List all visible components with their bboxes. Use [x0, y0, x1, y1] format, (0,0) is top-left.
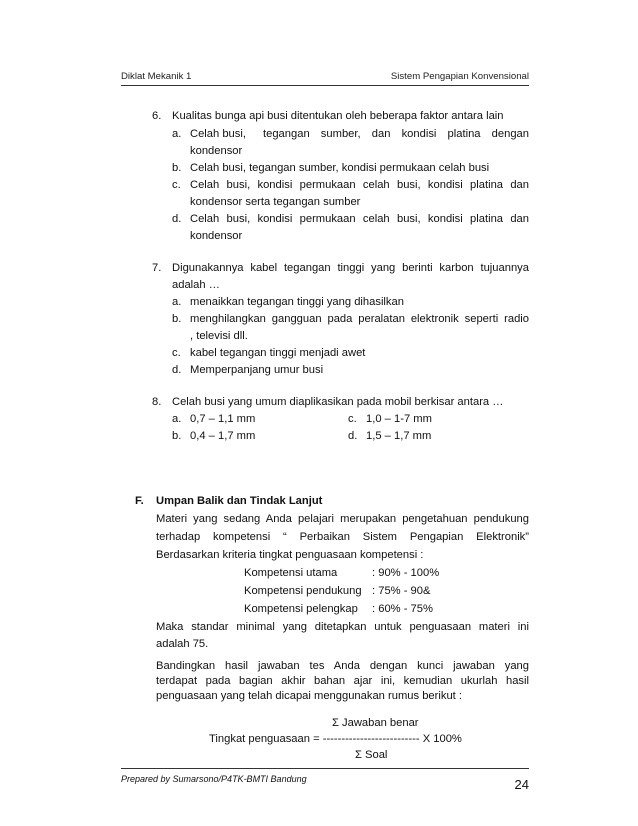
criteria-label-utama: Kompetensi utama: [244, 567, 338, 579]
f-p1-line2: terhadap kompetensi “ Perbaikan Sistem Pengapian Elektronik”: [156, 531, 529, 543]
f-p1-line3: Berdasarkan kriteria tingkat penguasaan kompetensi :: [156, 549, 424, 561]
f-p1-line1: Materi yang sedang Anda pelajari merupakan pengetahuan pendukung: [156, 513, 529, 525]
criteria-value-pelengkap: : 60% - 75%: [372, 603, 433, 615]
q8-c-letter: c.: [348, 413, 357, 425]
header-right: Sistem Pengapian Konvensional: [390, 71, 529, 82]
q6-d-cont: kondensor: [190, 230, 243, 242]
f-p3-line2: terdapat pada bagian akhir bahan ajar ini, kemudian ukurlah hasil: [156, 675, 529, 687]
formula-denominator: Σ Soal: [355, 749, 388, 761]
q8-a-letter: a.: [172, 413, 182, 425]
q7-b-letter: b.: [172, 313, 182, 325]
f-p2-line2: adalah 75.: [156, 638, 209, 650]
f-p3-line3: penguasaan yang telah dicapai menggunakan rumus berikut :: [156, 690, 463, 702]
f-p3-line1: Bandingkan hasil jawaban tes Anda dengan kunci jawaban yang: [156, 660, 529, 672]
q6-a-letter: a.: [172, 128, 182, 140]
q8-d-text: 1,5 – 1,7 mm: [366, 430, 432, 442]
q7-text-cont: adalah …: [172, 279, 220, 291]
q8-a-text: 0,7 – 1,1 mm: [190, 413, 256, 425]
q6-a-cont: kondensor: [190, 145, 243, 157]
section-f-title: Umpan Balik dan Tindak Lanjut: [156, 495, 323, 507]
q8-number: 8.: [152, 396, 162, 408]
q7-a-letter: a.: [172, 296, 182, 308]
q7-d-letter: d.: [172, 364, 182, 376]
header-left: Diklat Mekanik 1: [121, 71, 192, 82]
formula-numerator: Σ Jawaban benar: [332, 717, 419, 729]
page-number: 24: [514, 777, 529, 792]
q8-b-letter: b.: [172, 430, 182, 442]
q6-number: 6.: [152, 110, 162, 122]
q7-c-letter: c.: [172, 347, 181, 359]
q6-a-text1: Celah busi,: [190, 128, 246, 140]
q7-text: Digunakannya kabel tegangan tinggi yang berinti karbon tujuannya: [172, 262, 529, 274]
q6-c-letter: c.: [172, 179, 181, 191]
q6-d-letter: d.: [172, 213, 182, 225]
q8-text: Celah busi yang umum diaplikasikan pada mobil berkisar antara …: [172, 396, 504, 408]
q6-a-text2: tegangan sumber, dan kondisi platina dengan: [263, 128, 529, 140]
criteria-value-pendukung: : 75% - 90&: [372, 585, 431, 597]
criteria-label-pelengkap: Kompetensi pelengkap: [244, 603, 358, 615]
header-rule: [121, 85, 529, 86]
q7-d-text: Memperpanjang umur busi: [190, 364, 324, 376]
section-f-label: F.: [135, 495, 144, 507]
q6-c-text: Celah busi, kondisi permukaan celah busi, kondisi platina dan: [190, 179, 529, 191]
q7-b-text: menghilangkan gangguan pada peralatan elektronik seperti radio: [190, 313, 529, 325]
q6-d-text: Celah busi, kondisi permukaan celah busi, kondisi platina dan: [190, 213, 529, 225]
q8-d-letter: d.: [348, 430, 358, 442]
criteria-label-pendukung: Kompetensi pendukung: [244, 585, 362, 597]
q7-number: 7.: [152, 262, 162, 274]
formula-line: Tingkat penguasaan = -------------------------- X 100%: [209, 733, 462, 745]
q6-b-text: Celah busi, tegangan sumber, kondisi permukaan celah busi: [190, 162, 490, 174]
q7-c-text: kabel tegangan tinggi menjadi awet: [190, 347, 366, 359]
criteria-value-utama: : 90% - 100%: [372, 567, 440, 579]
f-p2-line1: Maka standar minimal yang ditetapkan untuk penguasaan materi ini: [156, 621, 529, 633]
q8-c-text: 1,0 – 1-7 mm: [366, 413, 432, 425]
footer-rule: [121, 768, 529, 769]
q7-a-text: menaikkan tegangan tinggi yang dihasilkan: [190, 296, 404, 308]
q6-c-cont: kondensor serta tegangan sumber: [190, 196, 361, 208]
q6-text: Kualitas bunga api busi ditentukan oleh beberapa faktor antara lain: [172, 110, 504, 122]
q7-b-cont: , televisi dll.: [190, 330, 248, 342]
q6-b-letter: b.: [172, 162, 182, 174]
footer-credit: Prepared by Sumarsono/P4TK-BMTI Bandung: [121, 774, 307, 784]
q8-b-text: 0,4 – 1,7 mm: [190, 430, 256, 442]
